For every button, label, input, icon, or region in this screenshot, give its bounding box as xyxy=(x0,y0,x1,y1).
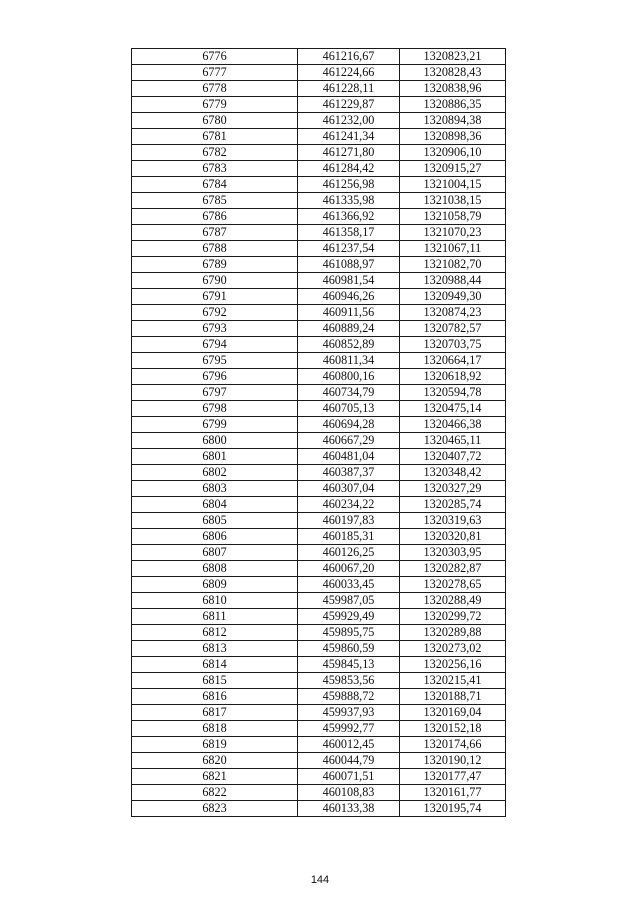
y-coordinate-cell: 1320256,16 xyxy=(400,657,506,673)
point-number-cell: 6790 xyxy=(132,273,298,289)
x-coordinate-cell: 459987,05 xyxy=(298,593,400,609)
table-row xyxy=(132,289,506,305)
y-coordinate-cell: 1320188,71 xyxy=(400,689,506,705)
x-coordinate-cell: 459937,93 xyxy=(298,705,400,721)
x-coordinate-cell: 461232,00 xyxy=(298,113,400,129)
table-row xyxy=(132,177,506,193)
point-number-cell: 6805 xyxy=(132,513,298,529)
point-number-cell: 6809 xyxy=(132,577,298,593)
table-row xyxy=(132,49,506,65)
table-row xyxy=(132,337,506,353)
y-coordinate-cell: 1320195,74 xyxy=(400,801,506,817)
table-row xyxy=(132,257,506,273)
x-coordinate-cell: 460667,29 xyxy=(298,433,400,449)
y-coordinate-cell: 1320915,27 xyxy=(400,161,506,177)
point-number-cell: 6787 xyxy=(132,225,298,241)
point-number-cell: 6781 xyxy=(132,129,298,145)
point-number-cell: 6785 xyxy=(132,193,298,209)
table-row xyxy=(132,689,506,705)
table-row xyxy=(132,97,506,113)
x-coordinate-cell: 460734,79 xyxy=(298,385,400,401)
point-number-cell: 6807 xyxy=(132,545,298,561)
point-number-cell: 6817 xyxy=(132,705,298,721)
y-coordinate-cell: 1321058,79 xyxy=(400,209,506,225)
point-number-cell: 6796 xyxy=(132,369,298,385)
table-row xyxy=(132,449,506,465)
y-coordinate-cell: 1320465,11 xyxy=(400,433,506,449)
x-coordinate-cell: 461366,92 xyxy=(298,209,400,225)
x-coordinate-cell: 461224,66 xyxy=(298,65,400,81)
y-coordinate-cell: 1320278,65 xyxy=(400,577,506,593)
x-coordinate-cell: 461358,17 xyxy=(298,225,400,241)
y-coordinate-cell: 1320288,49 xyxy=(400,593,506,609)
x-coordinate-cell: 460852,89 xyxy=(298,337,400,353)
y-coordinate-cell: 1321070,23 xyxy=(400,225,506,241)
point-number-cell: 6822 xyxy=(132,785,298,801)
y-coordinate-cell: 1320407,72 xyxy=(400,449,506,465)
y-coordinate-cell: 1320886,35 xyxy=(400,97,506,113)
table-row xyxy=(132,385,506,401)
y-coordinate-cell: 1320618,92 xyxy=(400,369,506,385)
x-coordinate-cell: 460071,51 xyxy=(298,769,400,785)
y-coordinate-cell: 1320828,43 xyxy=(400,65,506,81)
y-coordinate-cell: 1320299,72 xyxy=(400,609,506,625)
x-coordinate-cell: 460033,45 xyxy=(298,577,400,593)
point-number-cell: 6803 xyxy=(132,481,298,497)
table-row xyxy=(132,529,506,545)
x-coordinate-cell: 461237,54 xyxy=(298,241,400,257)
point-number-cell: 6820 xyxy=(132,753,298,769)
x-coordinate-cell: 459992,77 xyxy=(298,721,400,737)
table-row xyxy=(132,673,506,689)
table-row xyxy=(132,785,506,801)
table-row xyxy=(132,129,506,145)
y-coordinate-cell: 1320327,29 xyxy=(400,481,506,497)
point-number-cell: 6812 xyxy=(132,625,298,641)
table-row xyxy=(132,113,506,129)
point-number-cell: 6782 xyxy=(132,145,298,161)
x-coordinate-cell: 460946,26 xyxy=(298,289,400,305)
y-coordinate-cell: 1320466,38 xyxy=(400,417,506,433)
y-coordinate-cell: 1320874,23 xyxy=(400,305,506,321)
point-number-cell: 6780 xyxy=(132,113,298,129)
point-number-cell: 6799 xyxy=(132,417,298,433)
x-coordinate-cell: 461335,98 xyxy=(298,193,400,209)
table-row xyxy=(132,305,506,321)
table-row xyxy=(132,145,506,161)
table-row xyxy=(132,481,506,497)
y-coordinate-cell: 1320174,66 xyxy=(400,737,506,753)
table-row xyxy=(132,193,506,209)
table-row xyxy=(132,801,506,817)
point-number-cell: 6798 xyxy=(132,401,298,417)
table-row xyxy=(132,353,506,369)
table-row xyxy=(132,417,506,433)
y-coordinate-cell: 1320594,78 xyxy=(400,385,506,401)
table-row xyxy=(132,593,506,609)
y-coordinate-cell: 1320303,95 xyxy=(400,545,506,561)
x-coordinate-cell: 461256,98 xyxy=(298,177,400,193)
point-number-cell: 6795 xyxy=(132,353,298,369)
y-coordinate-cell: 1320319,63 xyxy=(400,513,506,529)
x-coordinate-cell: 459860,59 xyxy=(298,641,400,657)
table-row xyxy=(132,273,506,289)
y-coordinate-cell: 1321004,15 xyxy=(400,177,506,193)
point-number-cell: 6810 xyxy=(132,593,298,609)
x-coordinate-cell: 460911,56 xyxy=(298,305,400,321)
point-number-cell: 6779 xyxy=(132,97,298,113)
y-coordinate-cell: 1320988,44 xyxy=(400,273,506,289)
table-row xyxy=(132,609,506,625)
x-coordinate-cell: 460234,22 xyxy=(298,497,400,513)
point-number-cell: 6802 xyxy=(132,465,298,481)
y-coordinate-cell: 1320664,17 xyxy=(400,353,506,369)
table-row xyxy=(132,401,506,417)
point-number-cell: 6800 xyxy=(132,433,298,449)
y-coordinate-cell: 1320289,88 xyxy=(400,625,506,641)
x-coordinate-cell: 461088,97 xyxy=(298,257,400,273)
point-number-cell: 6778 xyxy=(132,81,298,97)
table-row xyxy=(132,625,506,641)
table-row xyxy=(132,497,506,513)
y-coordinate-cell: 1320703,75 xyxy=(400,337,506,353)
coordinates-table-body xyxy=(132,49,506,817)
point-number-cell: 6777 xyxy=(132,65,298,81)
x-coordinate-cell: 460694,28 xyxy=(298,417,400,433)
point-number-cell: 6801 xyxy=(132,449,298,465)
page-number: 144 xyxy=(310,874,330,886)
x-coordinate-cell: 461271,80 xyxy=(298,145,400,161)
point-number-cell: 6811 xyxy=(132,609,298,625)
x-coordinate-cell: 460811,34 xyxy=(298,353,400,369)
point-number-cell: 6815 xyxy=(132,673,298,689)
y-coordinate-cell: 1320898,36 xyxy=(400,129,506,145)
y-coordinate-cell: 1320282,87 xyxy=(400,561,506,577)
point-number-cell: 6819 xyxy=(132,737,298,753)
y-coordinate-cell: 1320320,81 xyxy=(400,529,506,545)
x-coordinate-cell: 459845,13 xyxy=(298,657,400,673)
y-coordinate-cell: 1320215,41 xyxy=(400,673,506,689)
y-coordinate-cell: 1320169,04 xyxy=(400,705,506,721)
x-coordinate-cell: 459895,75 xyxy=(298,625,400,641)
point-number-cell: 6806 xyxy=(132,529,298,545)
point-number-cell: 6821 xyxy=(132,769,298,785)
x-coordinate-cell: 459888,72 xyxy=(298,689,400,705)
x-coordinate-cell: 460307,04 xyxy=(298,481,400,497)
table-row xyxy=(132,81,506,97)
point-number-cell: 6794 xyxy=(132,337,298,353)
x-coordinate-cell: 460126,25 xyxy=(298,545,400,561)
x-coordinate-cell: 460044,79 xyxy=(298,753,400,769)
point-number-cell: 6791 xyxy=(132,289,298,305)
y-coordinate-cell: 1320838,96 xyxy=(400,81,506,97)
y-coordinate-cell: 1321067,11 xyxy=(400,241,506,257)
table-row xyxy=(132,753,506,769)
x-coordinate-cell: 460481,04 xyxy=(298,449,400,465)
y-coordinate-cell: 1320152,18 xyxy=(400,721,506,737)
point-number-cell: 6816 xyxy=(132,689,298,705)
y-coordinate-cell: 1320475,14 xyxy=(400,401,506,417)
x-coordinate-cell: 461284,42 xyxy=(298,161,400,177)
x-coordinate-cell: 460012,45 xyxy=(298,737,400,753)
x-coordinate-cell: 461241,34 xyxy=(298,129,400,145)
y-coordinate-cell: 1321038,15 xyxy=(400,193,506,209)
x-coordinate-cell: 461216,67 xyxy=(298,49,400,65)
point-number-cell: 6789 xyxy=(132,257,298,273)
point-number-cell: 6813 xyxy=(132,641,298,657)
x-coordinate-cell: 460387,37 xyxy=(298,465,400,481)
x-coordinate-cell: 460981,54 xyxy=(298,273,400,289)
point-number-cell: 6792 xyxy=(132,305,298,321)
x-coordinate-cell: 460067,20 xyxy=(298,561,400,577)
table-row xyxy=(132,161,506,177)
point-number-cell: 6818 xyxy=(132,721,298,737)
x-coordinate-cell: 459853,56 xyxy=(298,673,400,689)
x-coordinate-cell: 460800,16 xyxy=(298,369,400,385)
y-coordinate-cell: 1320285,74 xyxy=(400,497,506,513)
point-number-cell: 6804 xyxy=(132,497,298,513)
x-coordinate-cell: 460108,83 xyxy=(298,785,400,801)
x-coordinate-cell: 460705,13 xyxy=(298,401,400,417)
y-coordinate-cell: 1320348,42 xyxy=(400,465,506,481)
x-coordinate-cell: 460889,24 xyxy=(298,321,400,337)
y-coordinate-cell: 1320782,57 xyxy=(400,321,506,337)
point-number-cell: 6788 xyxy=(132,241,298,257)
table-row xyxy=(132,705,506,721)
y-coordinate-cell: 1320894,38 xyxy=(400,113,506,129)
table-row xyxy=(132,737,506,753)
point-number-cell: 6814 xyxy=(132,657,298,673)
y-coordinate-cell: 1320906,10 xyxy=(400,145,506,161)
table-row xyxy=(132,241,506,257)
x-coordinate-cell: 461229,87 xyxy=(298,97,400,113)
y-coordinate-cell: 1320161,77 xyxy=(400,785,506,801)
table-row xyxy=(132,769,506,785)
x-coordinate-cell: 460185,31 xyxy=(298,529,400,545)
table-row xyxy=(132,65,506,81)
table-row xyxy=(132,433,506,449)
table-row xyxy=(132,321,506,337)
table-row xyxy=(132,369,506,385)
y-coordinate-cell: 1320177,47 xyxy=(400,769,506,785)
table-row xyxy=(132,513,506,529)
y-coordinate-cell: 1320823,21 xyxy=(400,49,506,65)
table-row xyxy=(132,657,506,673)
point-number-cell: 6784 xyxy=(132,177,298,193)
x-coordinate-cell: 460133,38 xyxy=(298,801,400,817)
y-coordinate-cell: 1320273,02 xyxy=(400,641,506,657)
point-number-cell: 6786 xyxy=(132,209,298,225)
y-coordinate-cell: 1321082,70 xyxy=(400,257,506,273)
table-row xyxy=(132,209,506,225)
point-number-cell: 6793 xyxy=(132,321,298,337)
point-number-cell: 6808 xyxy=(132,561,298,577)
point-number-cell: 6783 xyxy=(132,161,298,177)
table-row xyxy=(132,721,506,737)
table-row xyxy=(132,225,506,241)
point-number-cell: 6776 xyxy=(132,49,298,65)
table-row xyxy=(132,561,506,577)
table-row xyxy=(132,545,506,561)
x-coordinate-cell: 460197,83 xyxy=(298,513,400,529)
y-coordinate-cell: 1320949,30 xyxy=(400,289,506,305)
table-row xyxy=(132,577,506,593)
table-row xyxy=(132,465,506,481)
point-number-cell: 6823 xyxy=(132,801,298,817)
y-coordinate-cell: 1320190,12 xyxy=(400,753,506,769)
point-number-cell: 6797 xyxy=(132,385,298,401)
x-coordinate-cell: 459929,49 xyxy=(298,609,400,625)
x-coordinate-cell: 461228,11 xyxy=(298,81,400,97)
table-row xyxy=(132,641,506,657)
coordinates-table xyxy=(131,48,506,817)
